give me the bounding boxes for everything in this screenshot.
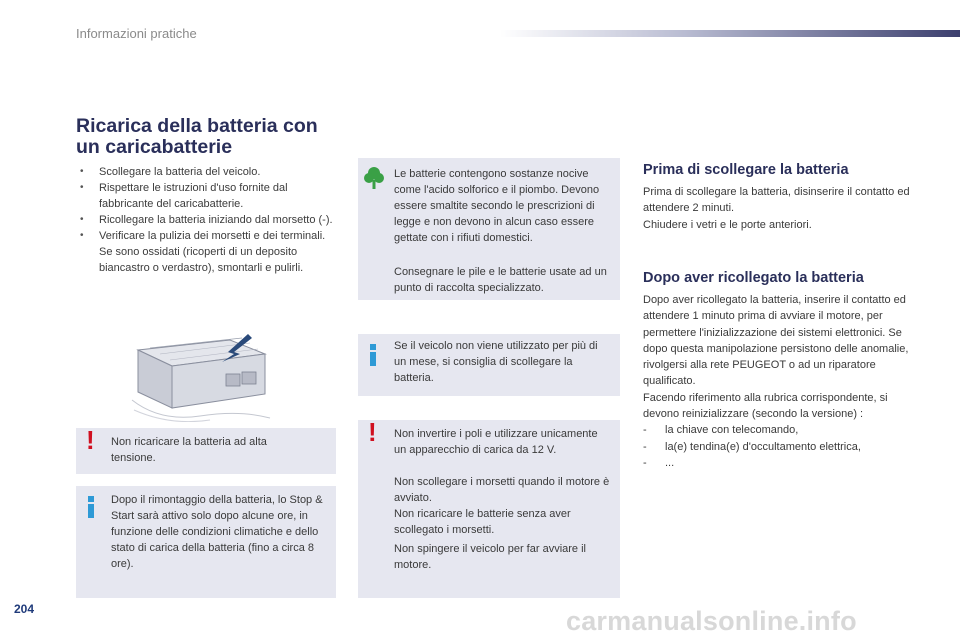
- paragraph: Chiudere i vetri e le porte anteriori.: [643, 218, 812, 231]
- info-icon: [88, 496, 94, 518]
- reinit-list: [643, 422, 913, 471]
- section-body-after: [643, 292, 913, 471]
- section-header-title: Informazioni pratiche: [76, 26, 197, 41]
- warning-text-3: Non ricaricare le batterie senza aver scollegato i morsetti.: [394, 508, 571, 536]
- list-item: - ...: [643, 455, 913, 471]
- eco-text-1: Le batterie contengono sostanze nocive come l'acido solforico e il piombo. Devono essere smaltite secondo le prescrizioni di legge e non devono in alcun caso essere gettate con i rifiuti domestici.: [394, 168, 600, 244]
- info-note-stop-start: [76, 486, 336, 598]
- warning-text-4: Non spingere il veicolo per far avviare il motore.: [394, 543, 586, 571]
- list-item: • Verificare la pulizia dei morsetti e dei terminali. Se sono ossidati (ricoperti di un deposito biancastro o verdastro), smontarli e pulirli.: [80, 230, 326, 274]
- eco-note: [358, 158, 620, 300]
- bullet-icon: •: [80, 230, 84, 241]
- bullet-icon: •: [80, 214, 84, 225]
- page-number: 204: [14, 602, 35, 616]
- info-text: Dopo il rimontaggio della batteria, lo Stop & Start sarà attivo solo dopo alcune ore, in funzione delle condizioni climatiche e dello stato di carica della batteria (fino a circa 8 ore).: [111, 494, 323, 570]
- battery-illustration: [130, 330, 280, 422]
- paragraph: Facendo riferimento alla rubrica corrispondente, si devono reinizializzare (secondo la versione) :: [643, 391, 888, 421]
- info-note-unused: [358, 334, 620, 396]
- instruction-list: [80, 164, 340, 276]
- eco-text-2: Consegnare le pile e le batterie usate ad un punto di raccolta specializzato.: [394, 266, 607, 294]
- warning-icon: !: [86, 425, 95, 455]
- list-item: - la(e) tendina(e) d'occultamento elettrica,: [643, 439, 913, 455]
- warning-text-1: Non invertire i poli e utilizzare unicamente un apparecchio di carica da 12 V.: [394, 428, 598, 456]
- paragraph: Prima di scollegare la batteria, disinserire il contatto ed attendere 2 minuti.: [643, 186, 910, 215]
- page-title: Ricarica della batteria con un caricabatterie: [76, 115, 318, 158]
- paragraph: Dopo aver ricollegato la batteria, inserire il contatto ed attendere 1 minuto prima di avviare il motore, per permettere l'inizializzazione dei sistemi elettronici. Se dopo questa manipolazione persistono delle anomalie, rivolgersi alla rete PEUGEOT o ad un riparatore qualificato.: [643, 294, 909, 388]
- bullet-icon: •: [80, 182, 84, 193]
- info-icon: [370, 344, 376, 366]
- list-item: • Scollegare la batteria del veicolo.: [80, 166, 261, 178]
- eco-tree-icon: [364, 166, 384, 190]
- list-item: • Rispettare le istruzioni d'uso fornite dal fabbricante del caricabatterie.: [80, 182, 288, 210]
- warning-text: Non ricaricare la batteria ad alta tensione.: [111, 436, 267, 464]
- list-item: - la chiave con telecomando,: [643, 422, 913, 438]
- bullet-icon: •: [80, 166, 84, 177]
- warning-note-connections: [358, 417, 620, 598]
- header-gradient-bar: [500, 30, 960, 37]
- watermark: carmanualsonline.info: [566, 606, 857, 636]
- warning-icon: !: [368, 417, 377, 447]
- warning-note-voltage: [76, 425, 336, 474]
- section-title-before: Prima di scollegare la batteria: [643, 162, 849, 178]
- list-item: • Ricollegare la batteria iniziando dal morsetto (-).: [80, 214, 333, 226]
- info-text: Se il veicolo non viene utilizzato per più di un mese, si consiglia di scollegare la batteria.: [394, 340, 598, 384]
- section-title-after: Dopo aver ricollegato la batteria: [643, 270, 864, 286]
- warning-text-2: Non scollegare i morsetti quando il motore è avviato.: [394, 476, 610, 504]
- section-body-before: [643, 184, 913, 233]
